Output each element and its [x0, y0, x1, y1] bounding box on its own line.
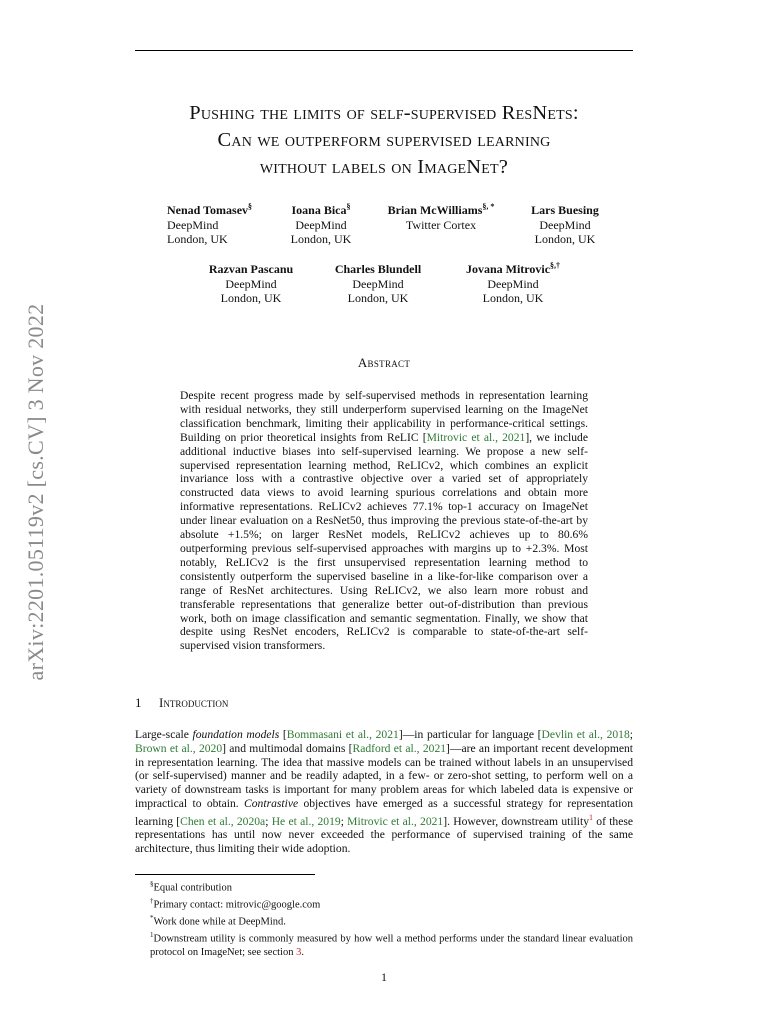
intro-text: Large-scale [135, 728, 193, 741]
author-name: Charles Blundell [334, 262, 422, 276]
footnote [135, 929, 633, 960]
intro-text: ]. However, downstream utility [443, 814, 590, 828]
section-title: Introduction [159, 695, 229, 710]
author-org: DeepMind [487, 276, 539, 291]
section-heading [135, 695, 228, 711]
footnote-mark: 1 [150, 931, 154, 940]
author-org: DeepMind [295, 217, 347, 232]
citation-link[interactable]: Brown et al., 2020 [135, 741, 223, 755]
author-mark: §,† [550, 261, 561, 270]
intro-emphasis: foundation models [192, 728, 280, 741]
author-name: Jovana Mitrovic [465, 262, 551, 276]
author-location: London, UK [482, 291, 544, 305]
citation-link[interactable]: Chen et al., 2020a [180, 814, 266, 828]
author-mark: §, * [482, 202, 495, 211]
author-block [167, 200, 252, 247]
footnote-text: . [301, 947, 304, 959]
author-location: London, UK [534, 232, 596, 246]
footnote-mark: * [150, 914, 154, 923]
author-block [330, 259, 426, 306]
footnote [135, 912, 633, 929]
author-org: DeepMind [167, 217, 219, 232]
abstract-heading: Abstract [357, 355, 411, 370]
author-block [287, 200, 355, 247]
author-org: DeepMind [352, 276, 404, 291]
intro-text: ] and multimodal domains [ [222, 741, 353, 755]
footnote-mark: † [150, 897, 154, 906]
title-line-1: Pushing the limits of self-supervised ResNets: [189, 102, 579, 124]
section-ref-link[interactable]: 3 [296, 947, 302, 959]
author-name: Brian McWilliams [387, 203, 483, 217]
abstract-text: ], we include additional inductive biases into self-supervised learning. We propose a new self-supervised representation learning method, ReLICv2, which combines an explicit invariance loss with a contrastive objective over a varied set of appropriately constructed data views to avoid learning spurious correlations and obtain more informative representations. ReLICv2 achieves 77.1% top-1 accuracy on ImageNet under linear evaluation on a ResNet50, thus improving the previous state-of-the-art by absolute +1.5%; on larger ResNet models, ReLICv2 achieves up to 80.6% outperforming previous self-supervised approaches with margins up to +2.3%. Most notably, ReLICv2 is the first unsupervised representation learning method to consistently outperform the supervised baseline in a like-for-like comparison over a range of ResNet architectures. Using ReLICv2, we also learn more robust and transferable representations that generalize better out-of-distribution than previous work, both on image classification and semantic segmentation. Finally, we show that despite using ResNet encoders, ReLICv2 is comparable to state-of-the-art self-supervised vision transformers. [180, 430, 588, 653]
footnote [135, 878, 633, 895]
author-block [206, 259, 296, 306]
page-number: 1 [381, 970, 387, 984]
intro-text: ]—in particular for language [ [398, 728, 542, 741]
abstract-body [180, 389, 588, 653]
abstract-text: Despite recent progress made by self-supervised methods in representation learning with residual networks, they still underperform supervised learning on the ImageNet classification benchmark, limiting their applicability in performance-critical settings. Building on prior theoretical insights from ReLIC [ [180, 389, 588, 444]
intro-emphasis: Contrastive [244, 796, 299, 810]
author-org: Twitter Cortex [405, 217, 477, 232]
intro-text: ]—are an important recent development in representation learning. The idea that massive models can be trained without labels in an unsupervised (or self-supervised) manner and be readily adapted, in a few- or zero-shot setting, to perform well on a variety of downstream tasks is important for many problem areas for which labeled data is expensive or impractical to obtain. [135, 741, 634, 810]
title-line-2: Can we outperform supervised learning [217, 129, 551, 151]
section-number: 1 [135, 695, 142, 710]
footnote-text: Equal contribution [153, 882, 232, 894]
author-block [526, 200, 604, 247]
author-name: Nenad Tomasev [167, 203, 249, 217]
author-org: DeepMind [225, 276, 277, 291]
citation-link[interactable]: He et al., 2019 [271, 814, 341, 828]
author-mark: § [346, 202, 351, 211]
intro-text: ; [629, 728, 633, 741]
author-org: DeepMind [539, 217, 591, 232]
footnote [135, 895, 633, 912]
author-mark: § [248, 202, 253, 211]
citation-link[interactable]: Radford et al., 2021 [352, 741, 447, 755]
author-name: Ioana Bica [291, 203, 347, 217]
footnote-rule [135, 874, 315, 875]
author-block [460, 259, 566, 306]
top-rule [135, 50, 633, 51]
citation-link[interactable]: Mitrovic et al., 2021 [426, 430, 526, 444]
footnote-text: Work done while at DeepMind. [153, 916, 286, 928]
author-location: London, UK [167, 232, 228, 246]
intro-text: [ [279, 728, 287, 741]
intro-text: of these representations has until now never exceeded the performance of supervised training of the same architecture, thus limiting their wide adoption. [135, 814, 634, 856]
footnote-text: Downstream utility is commonly measured by how well a method performs under the standard linear evaluation protocol on ImageNet; see section [150, 933, 633, 959]
footnotes [135, 878, 633, 960]
footnote-link[interactable]: 1 [589, 812, 594, 822]
author-name: Lars Buesing [531, 203, 599, 217]
author-location: London, UK [290, 232, 352, 246]
paper-title [110, 100, 658, 181]
citation-link[interactable]: Bommasani et al., 2021 [286, 728, 399, 741]
author-block [383, 200, 499, 232]
footnote-text: Primary contact: mitrovic@google.com [153, 899, 321, 911]
intro-text: ; [340, 814, 348, 828]
citation-link[interactable]: Mitrovic et al., 2021 [347, 814, 444, 828]
footnote-mark: § [150, 880, 154, 888]
intro-text: ; [265, 814, 272, 828]
author-location: London, UK [220, 291, 282, 305]
author-location: London, UK [347, 291, 409, 305]
intro-paragraph [135, 728, 633, 856]
title-line-3: without labels on ImageNet? [259, 156, 509, 178]
intro-text: objectives have emerged as a successful strategy for representation learning [ [135, 796, 634, 828]
author-name: Razvan Pascanu [208, 262, 294, 276]
arxiv-stamp-text: arXiv:2201.05119v2 [cs.CV] 3 Nov 2022 [23, 303, 48, 681]
citation-link[interactable]: Devlin et al., 2018 [541, 728, 630, 741]
